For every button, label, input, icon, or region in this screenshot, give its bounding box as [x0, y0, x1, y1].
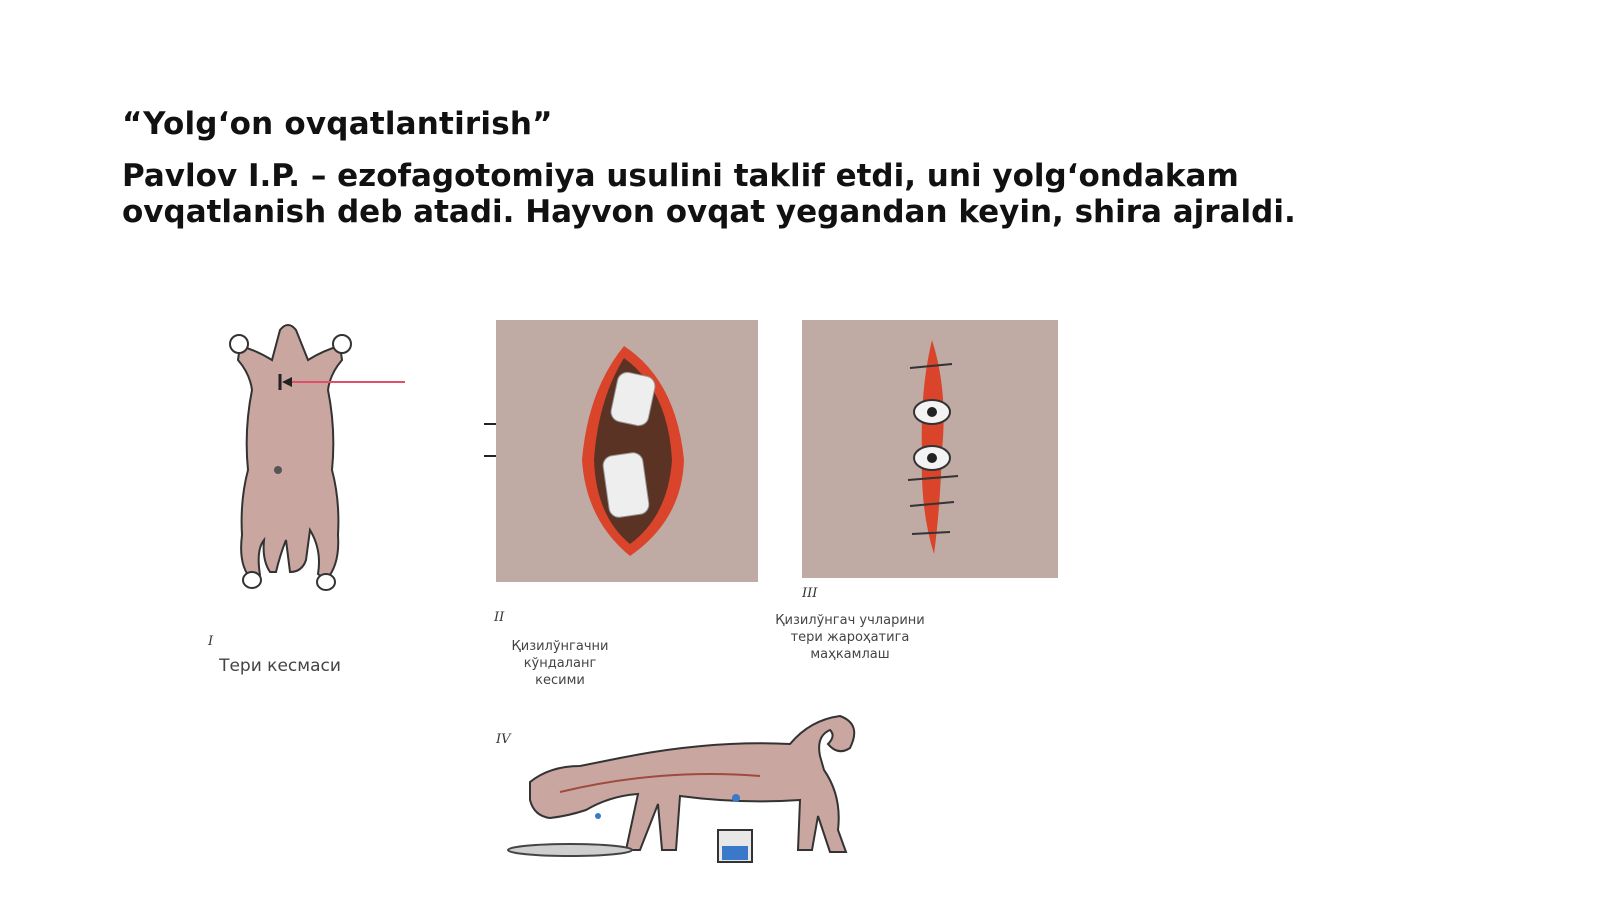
esophagus-cut-illustration: [496, 320, 758, 582]
slide-body: [122, 158, 1422, 230]
panel-esophagus-sutured: [802, 320, 1058, 578]
step2-caption-line1: Қизилўнгачни: [511, 639, 609, 654]
esophagus-sutured-illustration: [802, 320, 1058, 578]
panel-esophagus-cut: [496, 320, 758, 582]
body-line-2: ovqatlanish deb atadi. Hayvon ovqat yegandan keyin, shira ajraldi.: [122, 194, 1296, 230]
slide-title: “Yolg‘on ovqatlantirish”: [122, 106, 553, 142]
step2-caption-line3: кесими: [535, 673, 585, 688]
step3-numeral: III: [802, 586, 818, 601]
step1-caption: Тери кесмаси: [219, 656, 341, 676]
body-line-1: Pavlov I.P. – ezofagotomiya usulini taklif etdi, uni yolg‘ondakam: [122, 158, 1239, 194]
dog-dorsal-illustration: [190, 310, 420, 610]
step3-caption-line3: маҳкамлаш: [810, 647, 890, 662]
step2-numeral: II: [494, 610, 505, 625]
step2-caption-line2: кўндаланг: [523, 656, 597, 671]
step3-caption: [750, 612, 950, 663]
step4-numeral: IV: [496, 732, 511, 747]
step3-caption-line2: тери жароҳатига: [790, 630, 910, 645]
dog-feeding-illustration: [490, 700, 880, 880]
step1-numeral: I: [208, 634, 214, 649]
esophagotomy-figure: [190, 300, 1110, 890]
step3-caption-line1: Қизилўнгач учларини: [775, 613, 925, 628]
step2-caption: [480, 638, 640, 689]
